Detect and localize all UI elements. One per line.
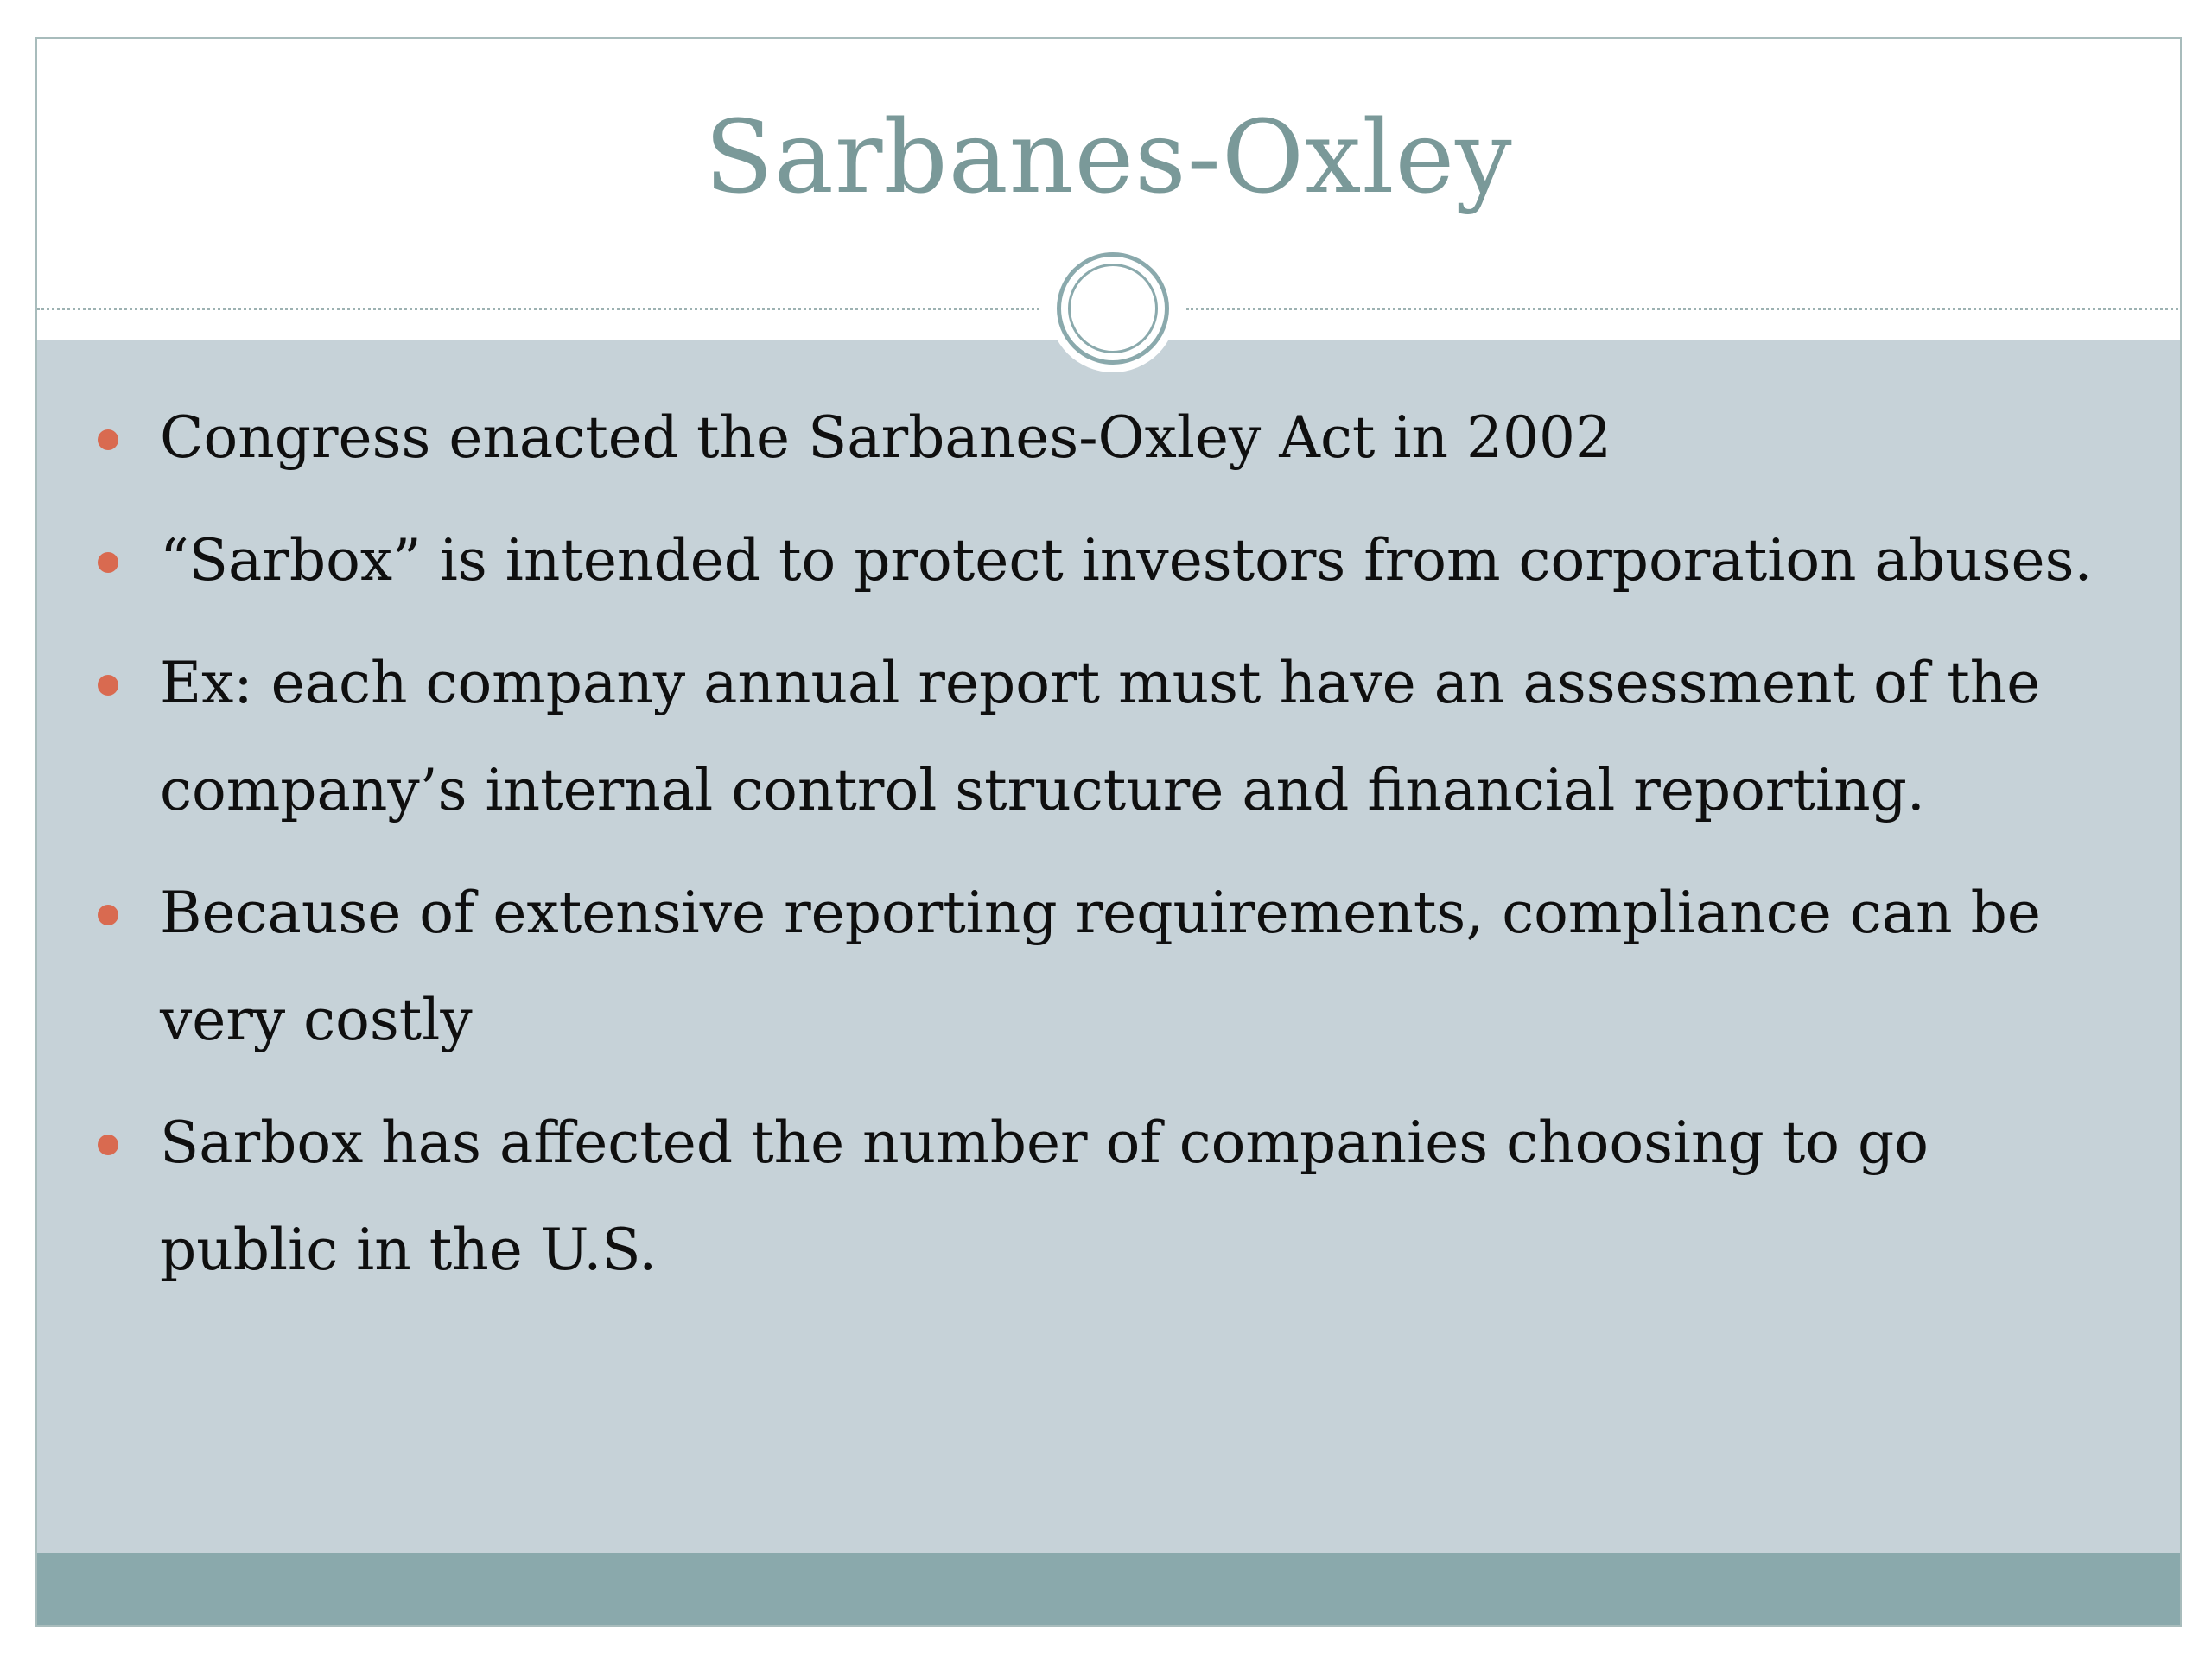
circle-ornament-inner-ring [1068, 264, 1158, 353]
bullet-text: Congress enacted the Sarbanes-Oxley Act in 2002 [160, 404, 1611, 471]
bullet-list [37, 385, 2180, 1319]
bullet-text: Sarbox has affected the number of companies choosing to go public in the U.S. [160, 1109, 1929, 1283]
bullet-item [37, 507, 2180, 614]
title-divider-left [37, 308, 1039, 310]
bullet-text: “Sarbox” is intended to protect investors from corporation abuses. [160, 527, 2093, 594]
bullet-marker [98, 1135, 118, 1155]
bullet-item [37, 1090, 2180, 1304]
slide [35, 37, 2182, 1627]
bullet-item [37, 385, 2180, 492]
title-divider-right [1186, 308, 2182, 310]
bullet-marker [98, 675, 118, 696]
bullet-text: Ex: each company annual report must have an assessment of the company’s internal control structure and financial reporting. [160, 650, 2041, 823]
bottom-band [37, 1553, 2180, 1627]
bullet-text: Because of extensive reporting requirements, compliance can be very costly [160, 880, 2041, 1053]
bullet-item [37, 630, 2180, 844]
bullet-item [37, 860, 2180, 1074]
slide-title: Sarbanes-Oxley [704, 99, 1513, 216]
bullet-marker [98, 552, 118, 573]
bullet-marker [98, 905, 118, 925]
bullet-marker [98, 429, 118, 450]
